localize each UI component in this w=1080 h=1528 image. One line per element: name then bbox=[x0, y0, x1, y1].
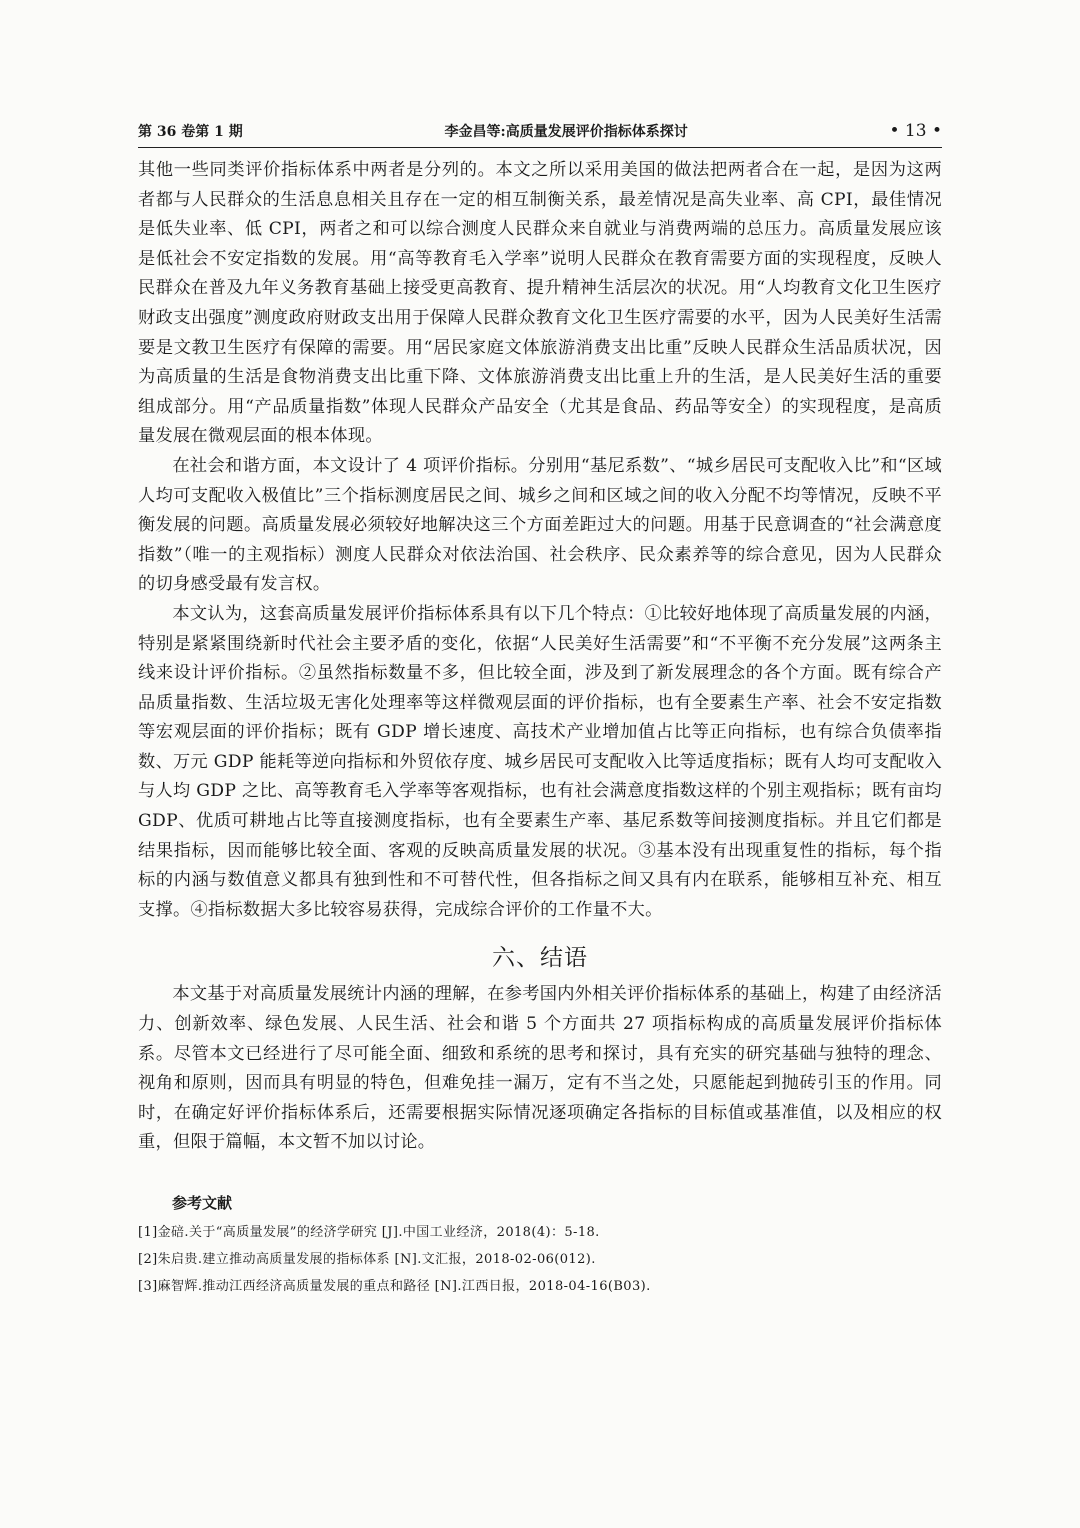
article-body bbox=[138, 156, 942, 1300]
references bbox=[138, 1192, 942, 1300]
references-title: 参考文献 bbox=[172, 1194, 233, 1212]
reference-item: [2]朱启贵.建立推动高质量发展的指标体系 [N].文汇报，2018-02-06(012). bbox=[138, 1252, 596, 1267]
running-title: 李金昌等:高质量发展评价指标体系探讨 bbox=[444, 124, 688, 140]
paragraph-conclusion: 本文基于对高质量发展统计内涵的理解，在参考国内外相关评价指标体系的基础上，构建了由经济活力、创新效率、绿色发展、人民生活、社会和谐 5 个方面共 27 项指标构成的高质量发展评价指标体系。尽管本文已经进行了尽可能全面、细致和系统的思考和探讨，具有充实的研究基础与独特的理念、视角和原则，因而具有明显的特色，但难免挂一漏万，定有不当之处，只愿能起到抛砖引玉的作用。同时，在确定好评价指标体系后，还需要根据实际情况逐项确定各指标的目标值或基准值，以及相应的权重，但限于篇幅，本文暂不加以讨论。 bbox=[138, 984, 942, 1153]
reference-item: [3]麻智辉.推动江西经济高质量发展的重点和路径 [N].江西日报，2018-04-16(B03). bbox=[138, 1279, 651, 1294]
paragraph-features: 本文认为，这套高质量发展评价指标体系具有以下几个特点：①比较好地体现了高质量发展的内涵，特别是紧紧围绕新时代社会主要矛盾的变化，依据“人民美好生活需要”和“不平衡不充分发展”这两条主线来设计评价指标。②虽然指标数量不多，但比较全面，涉及到了新发展理念的各个方面。既有综合产品质量指数、生活垃圾无害化处理率等这样微观层面的评价指标，也有全要素生产率、社会不安定指数等宏观层面的评价指标；既有 GDP 增长速度、高技术产业增加值占比等正向指标，也有综合负债率指数、万元 GDP 能耗等逆向指标和外贸依存度、城乡居民可支配收入比等适度指标；既有人均可支配收入与人均 GDP 之比、高等教育毛入学率等客观指标，也有社会满意度指数这样的个别主观指标；既有亩均 GDP、优质可耕地占比等直接测度指标，也有全要素生产率、基尼系数等间接测度指标。并且它们都是结果指标，因而能够比较全面、客观的反映高质量发展的状况。③基本没有出现重复性的指标，每个指标的内涵与数值意义都具有独到性和不可替代性，但各指标之间又具有内在联系，能够相互补充、相互支撑。④指标数据大多比较容易获得，完成综合评价的工作量不大。 bbox=[138, 603, 942, 920]
paragraph-continued: 其他一些同类评价指标体系中两者是分列的。本文之所以采用美国的做法把两者合在一起，是因为这两者都与人民群众的生活息息相关且存在一定的相互制衡关系，最差情况是高失业率、高 CPI，最佳情况是低失业率、低 CPI，两者之和可以综合测度人民群众来自就业与消费两端的总压力。高质量发展应该是低社会不安定指数的发展。用“高等教育毛入学率”说明人民群众在教育需要方面的实现程度，反映人民群众在普及九年义务教育基础上接受更高教育、提升精神生活层次的状况。用“人均教育文化卫生医疗财政支出强度”测度政府财政支出用于保障人民群众教育文化卫生医疗需要的水平，因为人民美好生活需要是文教卫生医疗有保障的需要。用“居民家庭文体旅游消费支出比重”反映人民群众生活品质状况，因为高质量的生活是食物消费支出比重下降、文体旅游消费支出比重上升的生活，是人民美好生活的重要组成部分。用“产品质量指数”体现人民群众产品安全（尤其是食品、药品等安全）的实现程度，是高质量发展在微观层面的根本体现。 bbox=[138, 160, 942, 447]
volume-issue: 第 36 卷第 1 期 bbox=[138, 124, 243, 140]
reference-item: [1]金碚.关于“高质量发展”的经济学研究 [J].中国工业经济，2018(4)：5-18. bbox=[138, 1225, 600, 1240]
running-header bbox=[138, 116, 942, 146]
page-number: • 13 • bbox=[889, 121, 942, 141]
header-rule bbox=[138, 147, 942, 148]
section-title-conclusion: 六、结语 bbox=[492, 945, 588, 972]
paragraph-social-harmony: 在社会和谐方面，本文设计了 4 项评价指标。分别用“基尼系数”、“城乡居民可支配收入比”和“区域人均可支配收入极值比”三个指标测度居民之间、城乡之间和区域之间的收入分配不均等情况，反映不平衡发展的问题。高质量发展必须较好地解决这三个方面差距过大的问题。用基于民意调查的“社会满意度指数”（唯一的主观指标）测度人民群众对依法治国、社会秩序、民众素养等的综合意见，因为人民群众的切身感受最有发言权。 bbox=[138, 455, 942, 595]
